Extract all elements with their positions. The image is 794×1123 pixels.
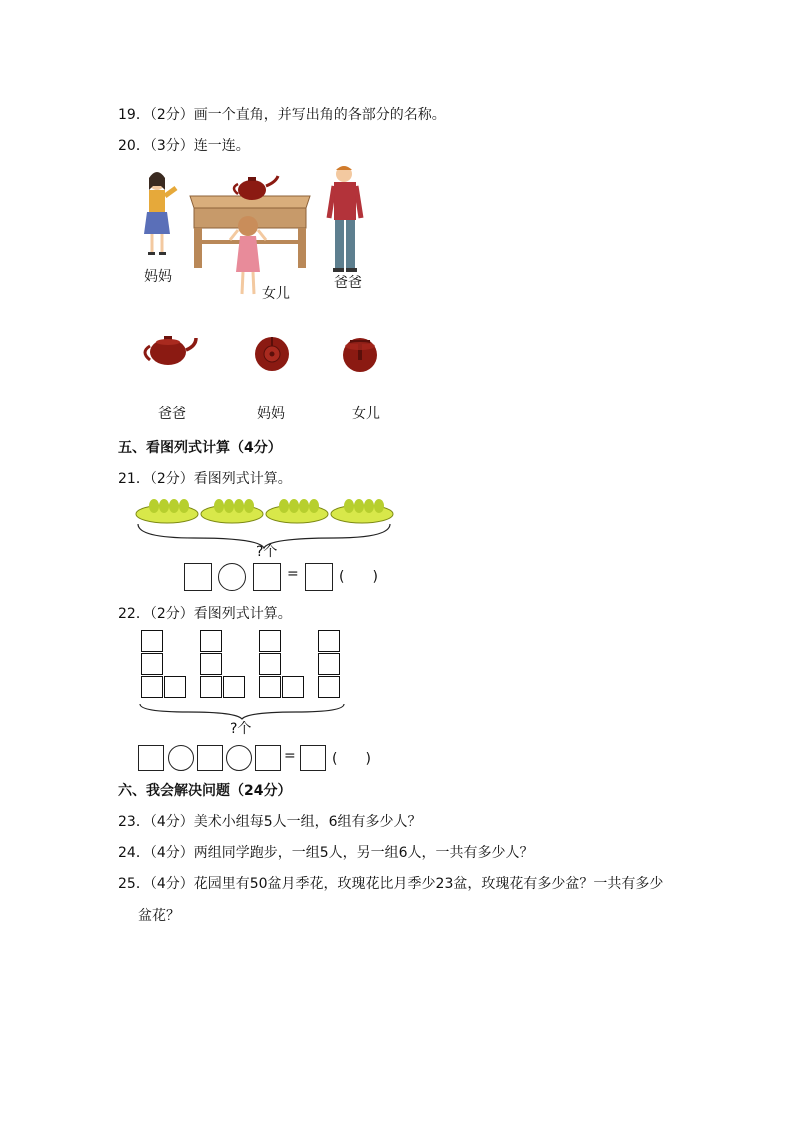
question-25-line-2: 盆花？ [138,908,180,924]
plate-3 [266,499,328,523]
q22-brace-label: ?个 [230,721,252,737]
q21-brace-label: ?个 [256,544,278,560]
question-25-line-1: 25．（4分）花园里有50盆月季花，玫瑰花比月季少23盆，玫瑰花有多少盆？一共有多少 [118,876,664,892]
teapot-side-view [138,330,198,370]
question-22: 22．（2分）看图列式计算。 [118,606,292,622]
q22-box-2[interactable] [197,745,223,771]
father-label: 爸爸 [334,275,362,291]
question-23: 23．（4分）美术小组每5人一组，6组有多少人？ [118,814,422,830]
teapot-front-view [338,334,382,374]
q21-equals: = [287,566,299,582]
q22-operator-circle-1[interactable] [168,745,194,771]
q21-box-1[interactable] [184,563,212,591]
mother-figure [144,172,176,255]
q22-unit-parens[interactable]: ( ) [332,751,371,767]
teapot-label-3: 女儿 [352,406,380,422]
teapot-label-1: 爸爸 [158,406,186,422]
q22-box-3[interactable] [255,745,281,771]
section-6-heading: 六、我会解决问题（24分） [118,783,292,799]
father-figure [329,166,361,272]
teapot-label-2: 妈妈 [257,406,285,422]
question-20: 20．（3分）连一连。 [118,138,250,154]
mother-label: 妈妈 [144,269,172,285]
q22-equals: = [284,748,296,764]
q21-operator-circle[interactable] [218,563,246,591]
plate-4 [331,499,393,523]
plate-1 [136,499,198,523]
q21-box-2[interactable] [253,563,281,591]
plate-2 [201,499,263,523]
teapot-top-view [250,334,294,374]
daughter-label: 女儿 [262,286,290,302]
q21-unit-parens[interactable]: ( ) [339,569,378,585]
q21-result-box[interactable] [305,563,333,591]
q22-operator-circle-2[interactable] [226,745,252,771]
question-24: 24．（4分）两组同学跑步，一组5人，另一组6人，一共有多少人？ [118,845,534,861]
q22-result-box[interactable] [300,745,326,771]
question-19: 19．（2分）画一个直角，并写出角的各部分的名称。 [118,107,446,123]
section-5-heading: 五、看图列式计算（4分） [118,440,282,456]
q22-box-1[interactable] [138,745,164,771]
question-21: 21．（2分）看图列式计算。 [118,471,292,487]
